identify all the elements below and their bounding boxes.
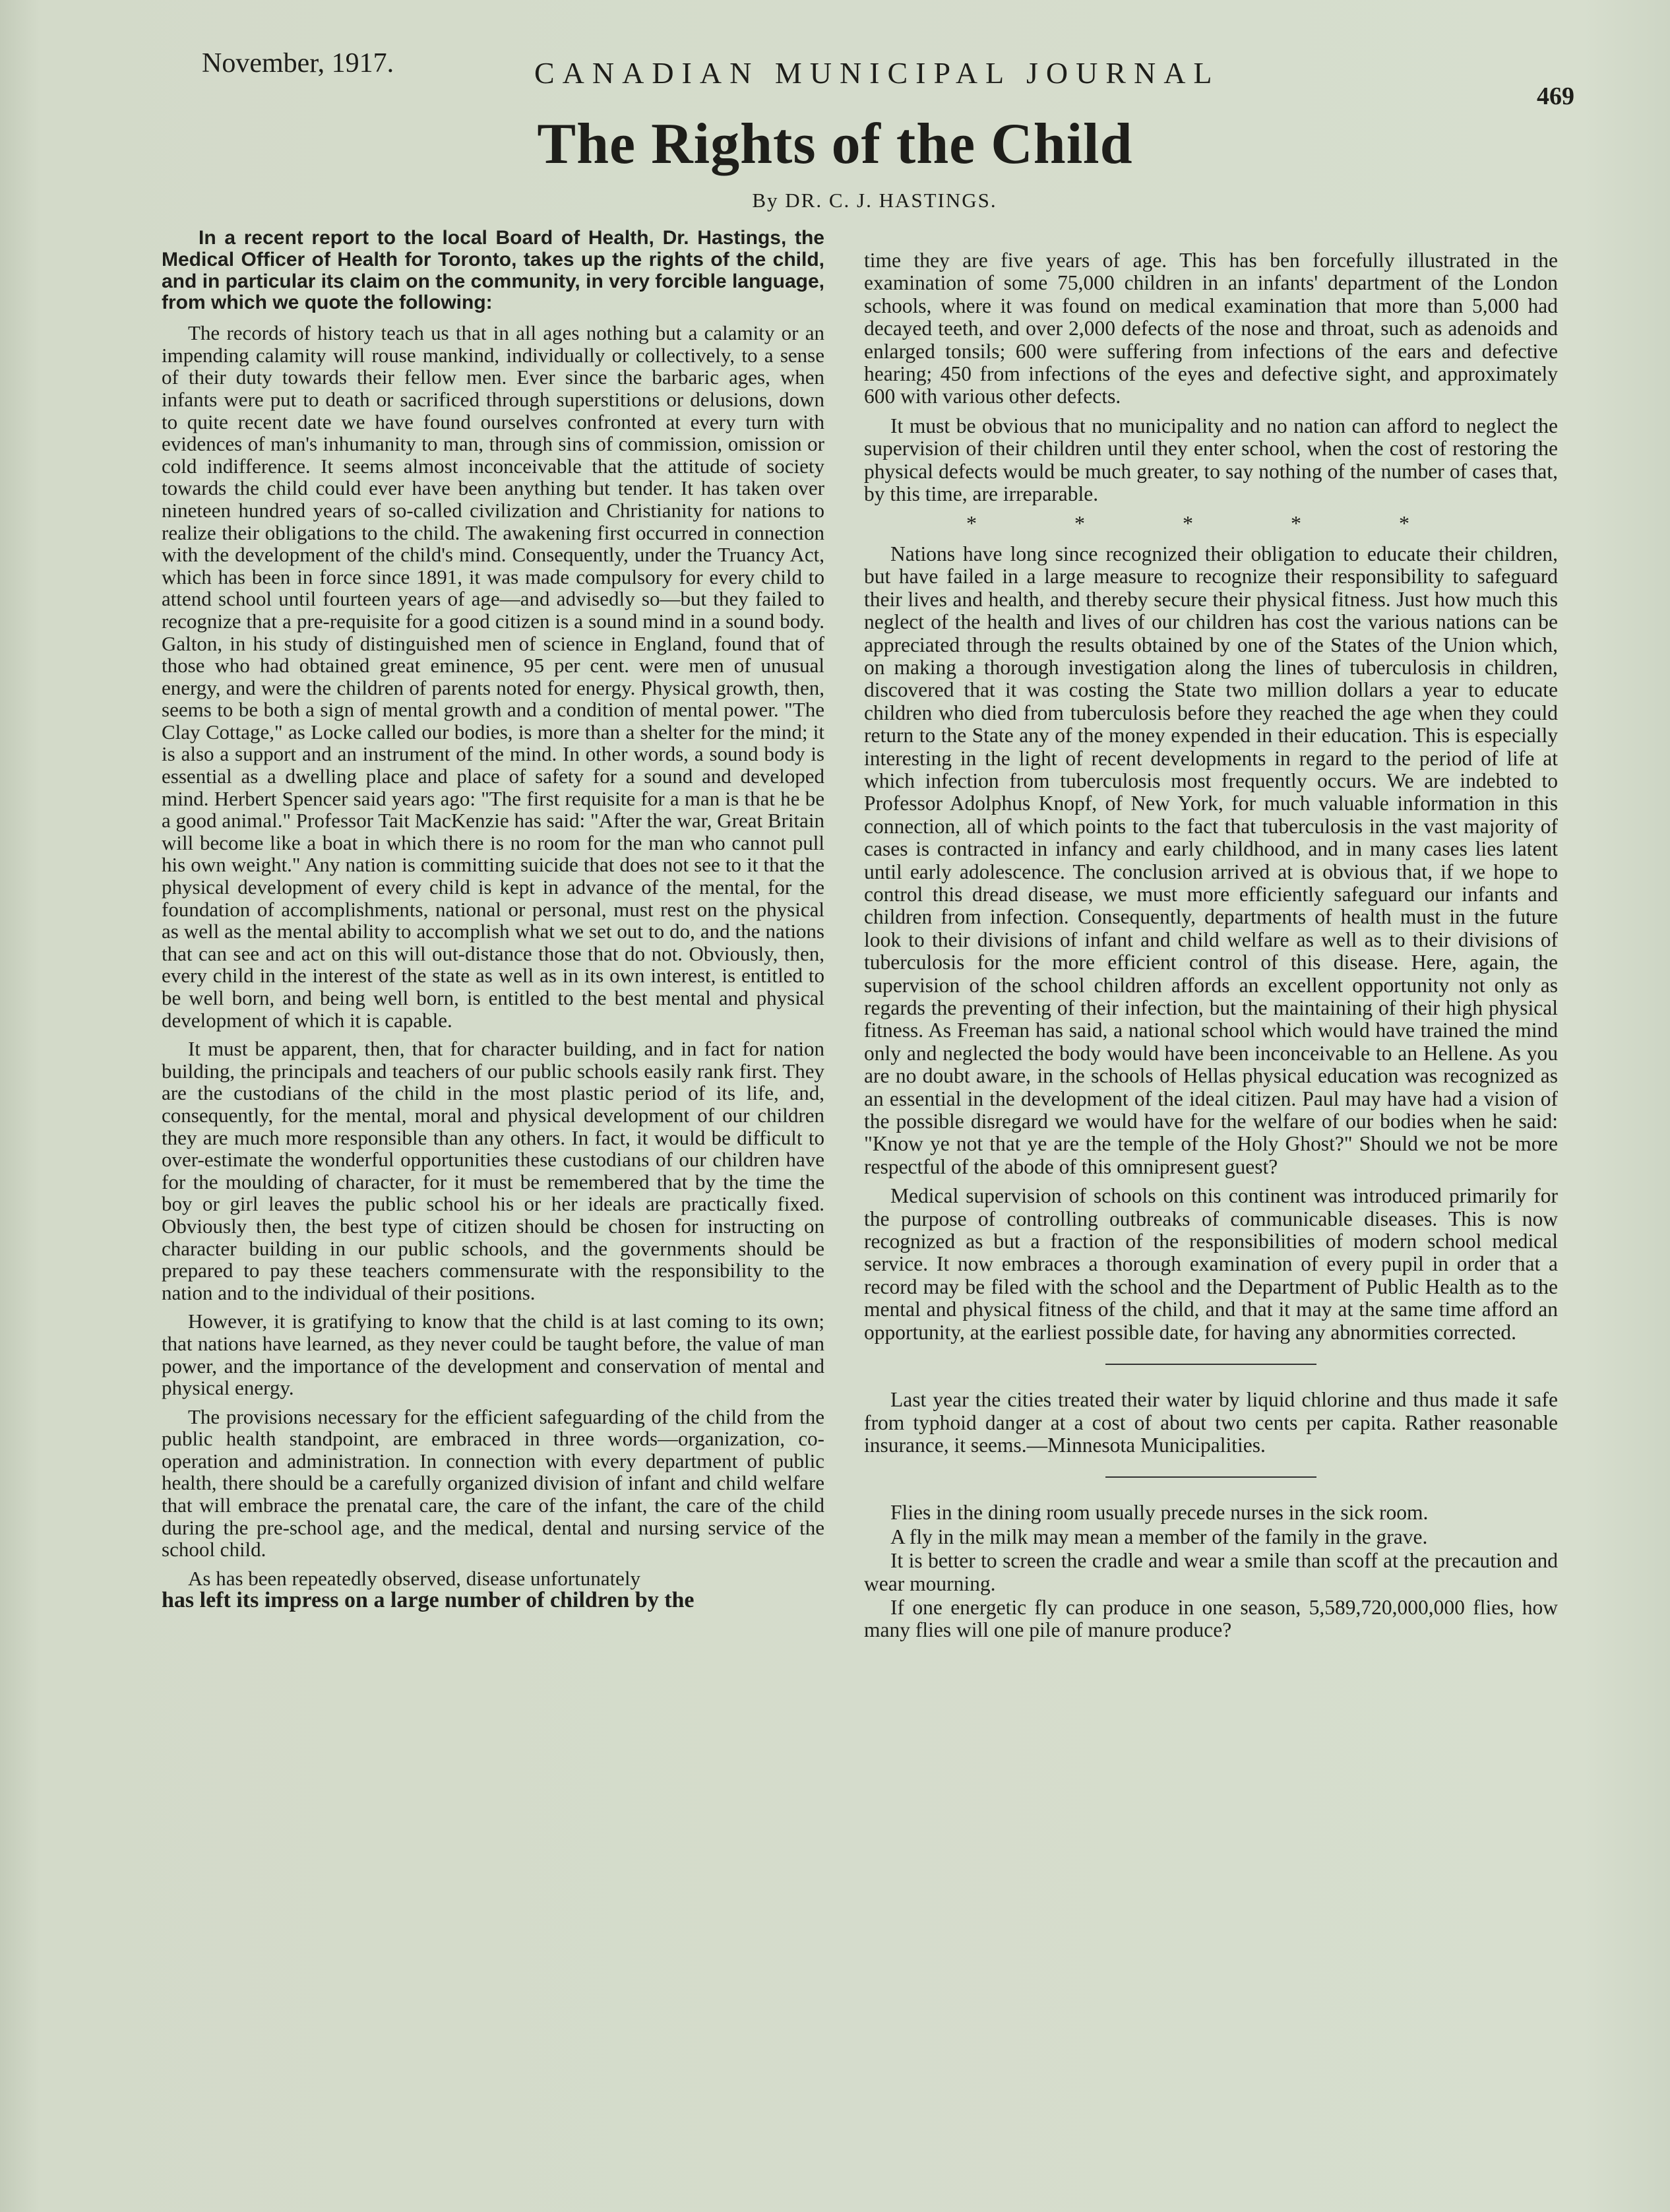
journal-name: CANADIAN MUNICIPAL JOURNAL: [534, 56, 1220, 90]
right-column: [864, 249, 1558, 1643]
article-intro: In a recent report to the local Board of Health, Dr. Hastings, the Medical Officer of Health for Toronto, takes up the rights of the child, and in particular its claim on the community, in very forcible language, from which we quote the following:: [162, 227, 824, 314]
filler-fly-item: It is better to screen the cradle and wear a smile than scoff at the precaution and wear mourning.: [864, 1549, 1558, 1595]
column-last-line: has left its impress on a large number of children by the: [162, 1588, 695, 1613]
paragraph: The provisions necessary for the efficient safeguarding of the child from the public health standpoint, are embraced in three words—organization, co-operation and administration. In connection with every department of public health, there should be a carefully organized division of infant and child welfare that will embrace the prenatal care, the care of the infant, the care of the child during the pre-school age, and the medical, dental and nursing service of the school child.: [162, 1405, 824, 1562]
article-byline: By DR. C. J. HASTINGS.: [752, 189, 997, 212]
divider: [1105, 1476, 1316, 1478]
paragraph: It must be obvious that no municipality and no nation can afford to neglect the supervision of their children until they enter school, when the cost of restoring the physical defects would be much greater, to say nothing of the number of cases that, by this time, are irreparable.: [864, 414, 1558, 506]
article-title: The Rights of the Child: [537, 112, 1133, 176]
section-separator: * * * * *: [966, 511, 1456, 536]
paragraph: However, it is gratifying to know that the child is at last coming to its own; that nations have learned, as they never could be taught before, the value of man power, and the importance of the development and conservation of mental and physical energy.: [162, 1310, 824, 1400]
paragraph: As has been repeatedly observed, disease unfortunately: [188, 1566, 641, 1590]
filler-fly-item: If one energetic fly can produce in one season, 5,589,720,000,000 flies, how many flies will one pile of manure produce?: [864, 1595, 1558, 1642]
left-column: [162, 228, 824, 1612]
paragraph: The records of history teach us that in all ages nothing but a calamity or an impending calamity will rouse mankind, individually or collectively, to a sense of their duty towards their fellow men. Ever since the barbaric ages, when infants were put to death or sacrificed through superstitions or delusions, down to quite recent date we have found ourselves confronted at every turn with evidences of man's inhumanity to man, through sins of commission, omission or cold indifference. It seems almost inconceivable that the attitude of society towards the child could ever have been anything but tender. It has taken over nineteen hundred years of so-called civilization and Christianity for nations to realize their obligations to the child. The awakening first occurred in connection with the development of the child's mind. Consequently, under the Truancy Act, which has been in force since 1891, it was made compulsory for every child to attend school until fourteen years of age—and advisedly so—but they failed to recognize that a pre-requisite for a good citizen is a sound mind in a sound body. Galton, in his study of distinguished men of science in England, found that of those who had obtained great eminence, 95 per cent. were men of unusual energy, and were the children of parents noted for energy. Physical growth, then, seems to be both a sign of mental growth and a condition of mental power. "The Clay Cottage," as Locke called our bodies, is more than a shelter for the mind; it is also a support and an instrument of the mind. In other words, a sound body is essential as a dwelling place and place of safety for a sound and developed mind. Herbert Spencer said years ago: "The first requisite for a man is that he be a good animal." Professor Tait MacKenzie has said: "After the war, Great Britain will become like a boat in which there is no room for the man who cannot pull his own weight." Any nation is committing suicide that does not see to it that the physical development of every child is kept in advance of the mental, for the foundation of accomplishments, national or personal, must rest on the physical as well as the mental ability to accomplish what we set out to do, and the nations that can see and act on this will out-distance those that do not. Obviously, then, every child in the interest of the state as well as in its own interest, is entitled to be well born, and being well born, is entitled to the best mental and physical development of which it is capable.: [162, 321, 824, 1032]
paragraph: Medical supervision of schools on this continent was introduced primarily for the purpose of controlling outbreaks of communicable diseases. This is now recognized as but a fraction of the responsibilities of modern school medical service. It now embraces a thorough examination of every pupil in order that a record may be filed with the school and the Department of Public Health as to the mental and physical fitness of the child, and that it may at the same time afford an opportunity, at the earliest possible date, for having any abnormities corrected.: [864, 1184, 1558, 1344]
filler-water-item: Last year the cities treated their water by liquid chlorine and thus made it safe from typhoid danger at a cost of about two cents per capita. Rather reasonable insurance, it seems.—Minnesota Municipalities.: [864, 1388, 1558, 1457]
filler-fly-item: A fly in the milk may mean a member of the family in the grave.: [890, 1525, 1428, 1548]
divider: [1105, 1364, 1316, 1365]
paragraph-continuation: time they are five years of age. This has ben forcefully illustrated in the examination of some 75,000 children in an infants' department of the London schools, where it was found on medical examination that more than 5,000 had decayed teeth, and over 2,000 defects of the nose and throat, such as adenoids and enlarged tonsils; 600 were suffering from infections of the ears and defective hearing; 450 from infections of the eyes and defective sight, and approximately 600 with various other defects.: [864, 249, 1558, 408]
page-header: [198, 47, 1583, 110]
paragraph: Nations have long since recognized their obligation to educate their children, but have failed in a large measure to recognize their responsibility to safeguard their lives and health, and thereby secure their physical fitness. Just how much this neglect of the health and lives of our children has cost the various nations can be appreciated through the results obtained by one of the States of the Union which, on making a thorough investigation along the lines of tuberculosis in children, discovered that it was costing the State two million dollars a year to educate children who died from tuberculosis before they reached the age when they could return to the State any of the money expended in their education. This is especially interesting in the light of recent developments in regard to the period of life at which infection from tuberculosis most frequently occurs. We are indebted to Professor Adolphus Knopf, of New York, for much valuable information in this connection, all of which points to the fact that tuberculosis in the vast majority of cases is contracted in infancy and early childhood, and in many cases lies latent until early adolescence. The conclusion arrived at is obvious that, if we hope to control this dread disease, we must more efficiently safeguard our infants and children from infection. Consequently, departments of health must in the future look to their divisions of infant and child welfare as well as to their divisions of tuberculosis for the more efficient control of this disease. Here, again, the supervision of the school children affords an excellent opportunity not only as regards the preventing of their infection, but the maintaining of their high physical fitness. As Freeman has said, a national school which would have trained the mind only and neglected the body would have been inconceivable to an Hellene. As you are no doubt aware, in the schools of Hellas physical education was recognized as an essential in the development of the ideal citizen. Paul may have had a vision of the possible disregard we would have for the welfare of our bodies when he said: "Know ye not that ye are the temple of the Holy Ghost?" Should we not be more respectful of the abode of this omnipresent guest?: [864, 542, 1558, 1178]
paragraph: It must be apparent, then, that for character building, and in fact for nation building, the principals and teachers of our public schools easily rank first. They are the custodians of the child in the most plastic period of its life, and, consequently, for the mental, moral and physical development of our children they are much more responsible than any others. In fact, it would be difficult to over-estimate the wonderful opportunities these custodians of our children have for the moulding of character, for it must be remembered that by the time the boy or girl leaves the public school his or her ideals are practically fixed. Obviously then, the best type of citizen should be chosen for instructing on character building in our public schools, and the governments should be prepared to pay these teachers commensurate with the responsibility to the nation and to the individual of their positions.: [162, 1037, 824, 1304]
filler-fly-item: Flies in the dining room usually precede nurses in the sick room.: [890, 1501, 1429, 1525]
page-number: 469: [1537, 82, 1574, 110]
issue-date: November, 1917.: [202, 48, 394, 79]
